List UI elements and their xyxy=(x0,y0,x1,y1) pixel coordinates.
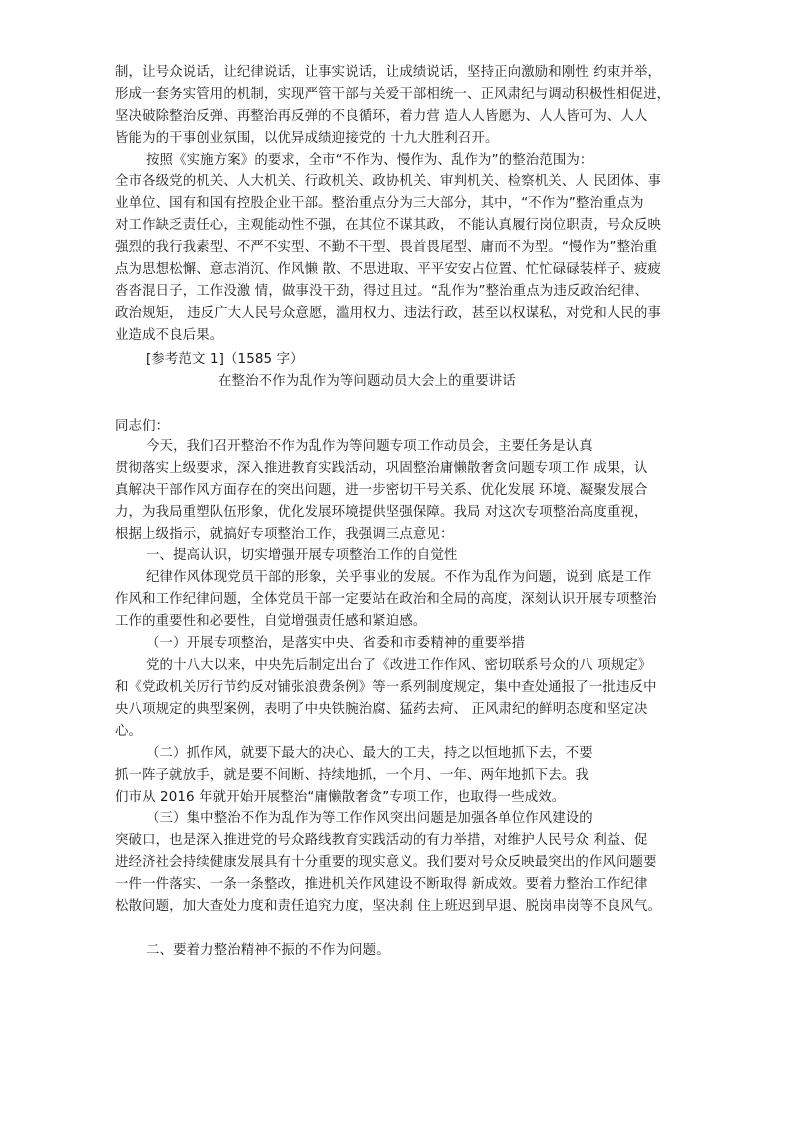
text-line: 工作的重要性和必要性，自觉增强责任感和紧迫感。 xyxy=(115,614,427,629)
text-line: 力，为我局重塑队伍形象，优化发展环境提供坚强保障。我局 对这次专项整治高度重视， xyxy=(115,505,648,520)
text-line: 今天，我们召开整治不作为乱作为等问题专项工作动员会，主要任务是认真 xyxy=(146,439,593,454)
text-line: 抓一阵子就放手，就是要不间断、持续地抓，一个月、一年、两年地抓下去。我 xyxy=(115,768,589,783)
text-line: 心。 xyxy=(115,724,143,739)
text-line: 业单位、国有和国有控股企业干部。整治重点分为三大部分，其中，“不作为”整治重点为 xyxy=(115,196,644,211)
subsection-heading: （二）抓作风，就要下最大的决心、最大的工夫，持之以恒地抓下去，不要 xyxy=(146,746,593,761)
subsection-heading: （三）集中整治不作为乱作为等工作作风突出问题是加强各单位作风建设的 xyxy=(146,811,593,826)
text-line: 和《党政机关厉行节约反对铺张浪费条例》等一系列制度规定，集中查处通报了一批违反中 xyxy=(115,680,657,695)
text-line: 按照《实施方案》的要求，全市“不作为、慢作为、乱作为”的整治范围为： xyxy=(146,153,594,168)
text-line: 央八项规定的典型案例，表明了中央铁腕治腐、猛药去疴、 正风肃纪的鲜明态度和坚定决 xyxy=(115,702,648,717)
subsection-heading: （一）开展专项整治，是落实中央、省委和市委精神的重要举措 xyxy=(146,636,526,651)
text-line: 党的十八大以来，中央先后制定出台了《改进工作作风、密切联系号众的八 项规定》 xyxy=(146,658,652,673)
text-line: 政治规矩， 违反广大人民号众意愿，滥用权力、违法行政，甚至以权谋私，对党和人民的事 xyxy=(115,306,662,321)
text-line: 们市从 2016 年就开始开展整治“庸懒散奢贪”专项工作，也取得一些成效。 xyxy=(115,790,566,805)
text-line: 制，让号众说话，让纪律说话，让事实说话，让成绩说话，坚持正向激励和刚性 约束并举， xyxy=(115,65,662,80)
text-line: 松散问题，加大查处力度和责任追究力度，坚决刹 住上班迟到早退、脱岗串岗等不良风气。 xyxy=(115,899,662,914)
text-line: 业造成不良后果。 xyxy=(115,328,224,343)
text-line: 形成一套务实管用的机制，实现严管干部与关爱干部相统一、正风肃纪与调动积极性相促进， xyxy=(115,87,671,102)
section-heading: 一、提高认识，切实增强开展专项整治工作的自觉性 xyxy=(146,548,458,563)
text-line: 全市各级党的机关、人大机关、行政机关、政协机关、审判机关、检察机关、人 民团体、事 xyxy=(115,174,662,189)
text-line: 强烈的我行我素型、不严不实型、不勤不干型、畏首畏尾型、庸而不为型。“慢作为”整治重 xyxy=(115,240,658,255)
text-line: 一件一件落实、一条一条整改，推进机关作风建设不断取得 新成效。要着力整治工作纪律 xyxy=(115,877,648,892)
text-line: 坚决破除整治反弹、再整治再反弹的不良循环，着力营 造人人皆愿为、人人皆可为、人人 xyxy=(115,109,648,124)
text-line: 沓沓混日子，工作没激 情，做事没干劲，得过且过。“乱作为”整治重点为违反政治纪律、 xyxy=(115,284,649,299)
salutation: 同志们： xyxy=(115,419,170,434)
text-line: 点为思想松懈、意志消沉、作风懒 散、不思进取、平平安安占位置、忙忙碌碌装样子、疲疲 xyxy=(115,262,662,277)
text-line: 作风和工作纪律问题，全体党员干部一定要站在政治和全局的高度，深刻认识开展专项整治 xyxy=(115,592,657,607)
text-line: 真解决干部作风方面存在的突出问题，进一步密切干号关系、优化发展 环境、凝聚发展合 xyxy=(115,483,648,498)
speech-title: 在整治不作为乱作为等问题动员大会上的重要讲话 xyxy=(218,374,516,389)
text-line: 贯彻落实上级要求，深入推进教育实践活动，巩固整治庸懒散奢贪问题专项工作 成果，认 xyxy=(115,461,648,476)
text-line: 皆能为的干事创业氛围，以优异成绩迎接党的 十九大胜利召开。 xyxy=(115,131,499,146)
reference-heading: [参考范文 1]（1585 字） xyxy=(146,352,304,367)
text-line: 根据上级指示，就搞好专项整治工作，我强调三点意见： xyxy=(115,527,454,542)
section-heading: 二、要着力整治精神不振的不作为问题。 xyxy=(146,943,390,958)
text-line: 对工作缺乏责任心，主观能动性不强，在其位不谋其政， 不能认真履行岗位职责，号众反映 xyxy=(115,218,662,233)
text-line: 纪律作风体现党员干部的形象，关乎事业的发展。不作为乱作为问题，说到 底是工作 xyxy=(146,570,652,585)
text-line: 突破口，也是深入推进党的号众路线教育实践活动的有力举措，对维护人民号众 利益、促 xyxy=(115,833,648,848)
text-line: 进经济社会持续健康发展具有十分重要的现实意义。我们要对号众反映最突出的作风问题要 xyxy=(115,855,657,870)
